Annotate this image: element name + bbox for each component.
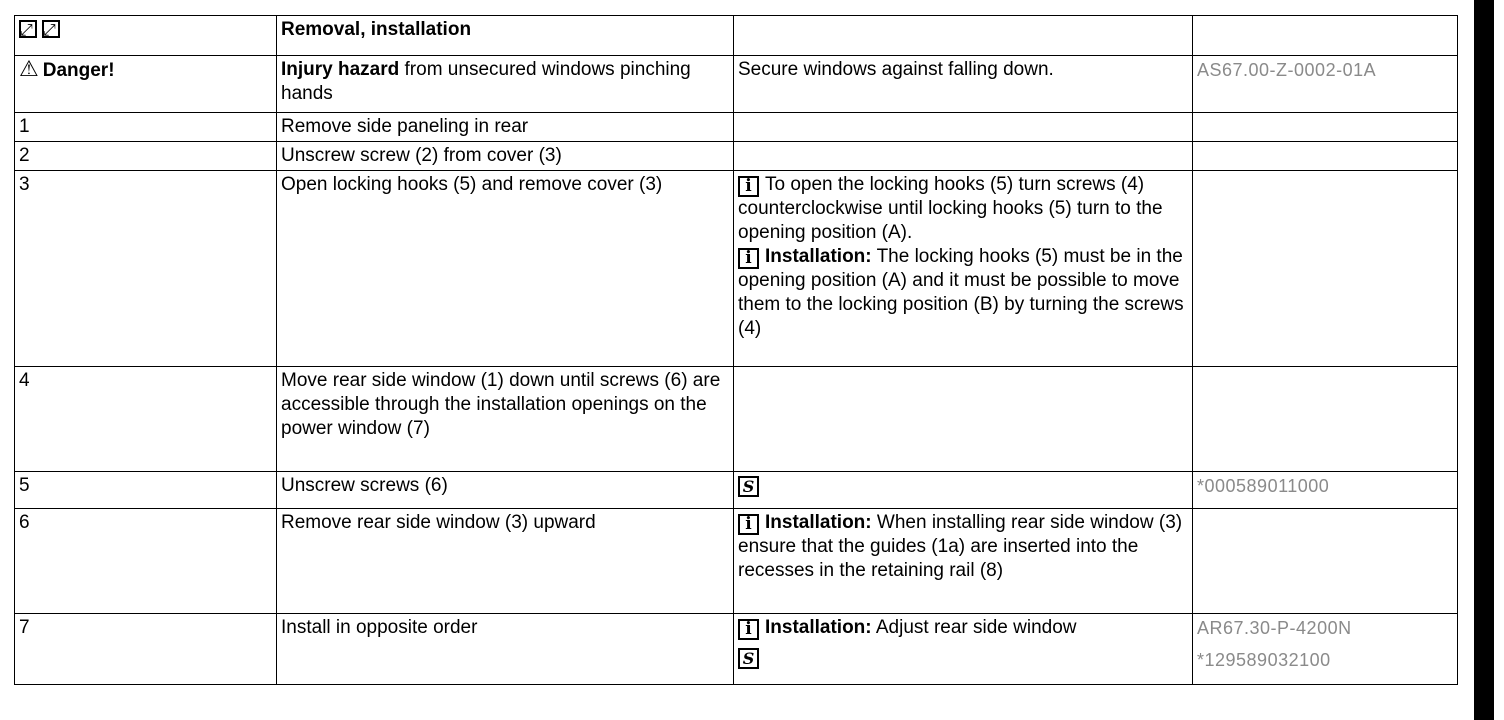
note-label: Installation: — [765, 246, 872, 267]
table-row — [15, 113, 1458, 142]
step-text: Open locking hooks (5) and remove cover (3) — [277, 171, 734, 367]
hazard-text: from unsecured windows pinching hands — [281, 59, 691, 104]
view-icons-cell — [15, 16, 277, 56]
step-text: Remove rear side window (3) upward — [277, 509, 734, 614]
info-icon: i — [738, 619, 759, 640]
note-label: Installation: — [765, 512, 872, 533]
table-row — [15, 472, 1458, 509]
note-text: To open the locking hooks (5) turn screws (4) counterclockwise until locking hooks (5) turn to the opening position (A). — [738, 174, 1163, 243]
collapse-icon[interactable] — [42, 20, 60, 38]
table-row — [15, 142, 1458, 171]
danger-reference-link[interactable]: AS67.00-Z-0002-01A — [1197, 60, 1377, 80]
step-number: 5 — [15, 472, 277, 509]
info-icon: i — [738, 248, 759, 269]
procedure-table — [14, 15, 1458, 685]
note-text: When installing rear side window (3) ensure that the guides (1a) are inserted into the recesses in the retaining rail (8) — [738, 512, 1183, 581]
info-icon: i — [738, 176, 759, 197]
expand-icon[interactable] — [19, 20, 37, 38]
danger-row — [15, 56, 1458, 113]
step-number: 4 — [15, 367, 277, 472]
step-text: Remove side paneling in rear — [277, 113, 734, 142]
tool-number-link[interactable]: *129589032100 — [1197, 650, 1331, 670]
table-row — [15, 509, 1458, 614]
warning-triangle-icon: ⚠ — [19, 57, 39, 82]
step-number: 7 — [15, 614, 277, 685]
step-text: Unscrew screws (6) — [277, 472, 734, 509]
step-text: Unscrew screw (2) from cover (3) — [277, 142, 734, 171]
danger-label: Danger! — [42, 60, 115, 81]
danger-action: Secure windows against falling down. — [734, 56, 1193, 113]
step-number: 2 — [15, 142, 277, 171]
step-number: 3 — [15, 171, 277, 367]
table-header-row — [15, 16, 1458, 56]
table-row — [15, 171, 1458, 367]
danger-label-cell — [15, 56, 277, 113]
note-label: Installation: — [765, 617, 872, 638]
step-notes — [734, 509, 1193, 614]
danger-hazard-cell — [277, 56, 734, 113]
note-text: The locking hooks (5) must be in the opening position (A) and it must be possible to move them to the locking position (B) by turning the screws (4) — [738, 246, 1184, 339]
step-text: Move rear side window (1) down until screws (6) are accessible through the installation openings on the power window (7) — [277, 367, 734, 472]
step-notes — [734, 171, 1193, 367]
step-notes — [734, 614, 1193, 685]
special-tool-icon[interactable]: S — [738, 476, 759, 497]
step-number: 1 — [15, 113, 277, 142]
hazard-title: Injury hazard — [281, 59, 400, 80]
step-number: 6 — [15, 509, 277, 614]
special-tool-icon[interactable]: S — [738, 648, 759, 669]
table-row — [15, 614, 1458, 685]
tool-number-link[interactable]: *000589011000 — [1197, 476, 1330, 496]
section-title: Removal, installation — [277, 16, 734, 56]
note-text: Adjust rear side window — [875, 617, 1077, 638]
info-icon: i — [738, 514, 759, 535]
scrollbar[interactable] — [1474, 0, 1494, 720]
procedure-reference-link[interactable]: AR67.30-P-4200N — [1197, 618, 1352, 638]
table-row — [15, 367, 1458, 472]
step-text: Install in opposite order — [277, 614, 734, 685]
